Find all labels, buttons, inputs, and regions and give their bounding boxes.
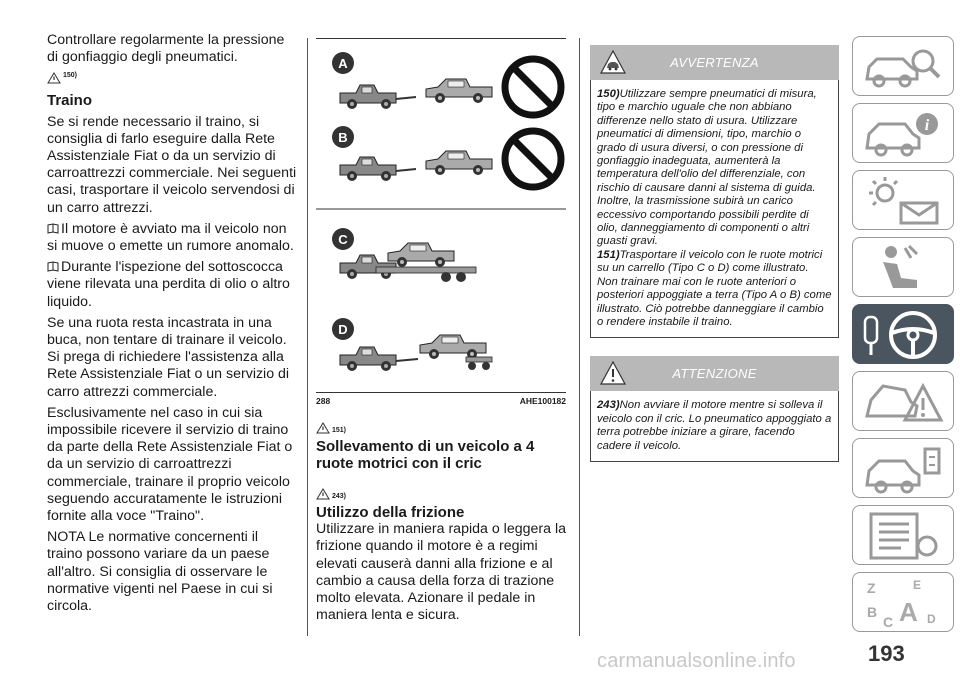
airbag-seat-icon — [861, 242, 945, 294]
heading-frizione: Utilizzo della frizione — [316, 504, 465, 521]
caution-box — [590, 356, 839, 462]
key-steering-wheel-icon — [861, 309, 945, 361]
svg-text:C: C — [338, 232, 348, 247]
intro-paragraph: Controllare regolarmente la pressione di gonfiaggio degli pneumatici. — [47, 32, 285, 66]
warning-header: AVVERTENZA — [590, 45, 839, 80]
svg-text:Z: Z — [867, 580, 876, 596]
column-middle — [316, 38, 566, 625]
paragraph-buca: Se una ruota resta incastrata in una buca, non tentare di trainare il veicolo. Si prega di richiedere l'assistenza alla Rete Assistenziale Fiat o un servizio di carro attrezzi commerciale. — [47, 314, 290, 400]
page-number: 193 — [868, 641, 905, 666]
towing-illustration — [316, 39, 566, 394]
towing-figure — [316, 38, 566, 393]
heading-traino: Traino — [47, 92, 93, 110]
svg-text:D: D — [927, 612, 936, 626]
watermark: carmanualsonline.info — [597, 650, 796, 672]
column-divider — [307, 38, 308, 636]
car-info-icon — [861, 108, 945, 160]
svg-text:A: A — [338, 56, 348, 71]
figure-caption — [316, 396, 566, 406]
svg-text:B: B — [867, 604, 878, 620]
warning-box — [590, 45, 839, 338]
note-icon — [47, 72, 61, 84]
car-magnifier-icon — [861, 41, 945, 93]
car-service-icon — [861, 443, 945, 495]
tab-car-search[interactable] — [852, 36, 954, 96]
svg-text:B: B — [338, 130, 348, 145]
note-icon — [316, 488, 330, 500]
column-right — [590, 45, 839, 462]
bullet-item-2: Durante l'ispezione del sottoscocca viene rilevata una perdita di olio o altro liquido. — [47, 259, 290, 310]
svg-text:i: i — [924, 117, 930, 134]
tab-car-info[interactable] — [852, 103, 954, 163]
paragraph-frizione: Utilizzare in maniera rapida o leggera la frizione quando il motore è a regimi elevati causerà danni alla frizione e al cambio a causa della forza di trazione molto elevata. Azionare il pedale in maniera lenta e sicura. — [316, 521, 566, 624]
note-icon — [316, 422, 330, 434]
bullet-item-1: Il motore è avviato ma il veicolo non si muove o emette un rumore anomalo. — [47, 220, 294, 255]
note-ref-150[interactable]: 150) — [47, 70, 297, 84]
heading-cric: Sollevamento di un veicolo a 4 ruote motrici con il cric — [316, 438, 535, 472]
tab-starting-driving[interactable] — [852, 304, 954, 364]
tab-emergency[interactable] — [852, 371, 954, 431]
note-ref-151[interactable]: 151) — [316, 420, 566, 434]
warning-car-icon — [600, 50, 626, 74]
column-left — [47, 32, 297, 619]
book-icon — [47, 223, 59, 234]
paragraph-esclusivamente: Esclusivamente nel caso in cui sia impossibile ricevere il servizio di traino da parte della Rete Assistenziale Fiat o da un servizio di carroattrezzi commerciale, trainare il proprio veicolo seguendo accuratamente le istruzioni fornite alla voce "Traino". — [47, 404, 293, 525]
caution-header: ATTENZIONE — [590, 356, 839, 391]
tab-lights-messages[interactable] — [852, 170, 954, 230]
note-ref-243[interactable]: 243) — [316, 486, 566, 500]
svg-text:E: E — [913, 578, 922, 592]
warning-body: 150)Utilizzare sempre pneumatici di misura, tipo e marchio uguale che non abbiano differenze nello stato di usura. Utilizzare pneumatici di dimensioni, tipo, marchio o grado di usura diversi, o con pressione di gonfiaggio inadeguata, aumenterà la temperatura dell'olio del differenziale, con rischio di causare danni al sistema di guida. Inoltre, la trasmissione subirà un carico eccessivo comportando possibili perdite di olio, danneggiamento di componenti o altri guasti gravi. 151)Trasportare il veicolo con le ruote motrici su un carrello (Tipo C o D) come illustrato. Non trainare mai con le ruote anteriori o posteriori appoggiate a terra (Tipo A o B) come illustrato. Ciò potrebbe danneggiare il cambio o rendere instabile il traino. — [590, 80, 839, 338]
caution-body: 243)Non avviare il motore mentre si solleva il veicolo con il cric. Lo pneumatico appoggiato a terra potrebbe iniziare a girare, facendo cadere il veicolo. — [590, 391, 839, 462]
svg-text:A: A — [899, 597, 918, 627]
warning-triangle-icon — [600, 361, 626, 385]
alphabet-index-icon — [861, 577, 945, 629]
column-divider — [579, 38, 580, 636]
svg-text:C: C — [883, 614, 894, 629]
section-tabs — [852, 36, 954, 639]
technical-list-icon — [861, 510, 945, 562]
paragraph-nota: NOTA Le normative concernenti il traino possono variare da un paese all'altro. Si consiglia di osservare le normative vigenti nel Paese in cui si circola. — [47, 529, 273, 615]
figure-code: AHE100182 — [519, 396, 566, 406]
tab-safety[interactable] — [852, 237, 954, 297]
tab-maintenance[interactable] — [852, 438, 954, 498]
tab-technical-data[interactable] — [852, 505, 954, 565]
light-envelope-icon — [861, 175, 945, 227]
tab-index[interactable] — [852, 572, 954, 632]
book-icon — [47, 261, 59, 272]
figure-number: 288 — [316, 396, 331, 406]
paragraph-traino: Se si rende necessario il traino, si consiglia di farlo eseguire dalla Rete Assistenziale Fiat o da un servizio di carroattrezzi commerciale. Nei seguenti casi, trasportare il veicolo servendosi di un carro attrezzi. — [47, 113, 297, 216]
svg-text:D: D — [338, 322, 348, 337]
car-warning-icon — [861, 376, 945, 428]
